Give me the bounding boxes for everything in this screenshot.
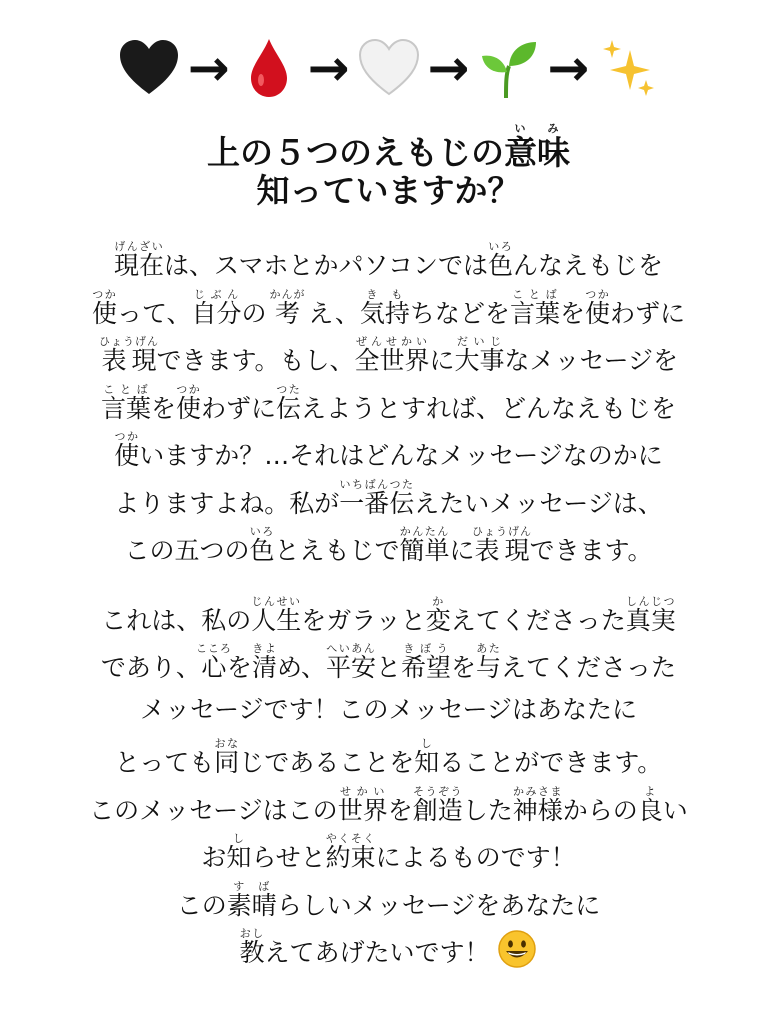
title-line: 上の５つのえもじの意味いみ: [207, 122, 570, 172]
text-line: お知しらせと約束やくそくによるものです！: [201, 832, 576, 872]
text-line: 表現ひょうげんできます。もし、全世界ぜんせかいに大事だいじなメッセージを: [98, 335, 679, 375]
text-line: 言葉ことばを使つかわずに伝つたえようとすれば、どんなえもじを: [100, 382, 677, 423]
seedling-icon: [475, 33, 541, 103]
blood-drop-icon: [236, 33, 302, 103]
white-heart-icon: [356, 33, 422, 103]
sparkles-icon: [595, 33, 661, 103]
grinning-face-icon: [497, 938, 537, 967]
text-line: 現在げんざいは、スマホとかパソコンでは色いろんなえもじを: [113, 240, 664, 280]
text-line: メッセージです！このメッセージはあなたに: [139, 694, 637, 724]
text-line: 使つかいますか？…それはどんなメッセージなのかに: [114, 430, 663, 470]
arrow-right-icon: →: [427, 39, 470, 97]
text-line: この素晴すばらしいメッセージをあなたに: [176, 879, 601, 920]
text-line: このメッセージはこの世界せかいを創造そうぞうした神様かみさまからの良よい: [89, 784, 688, 825]
arrow-right-icon: →: [547, 39, 590, 97]
text-line: これは、私の人生じんせいをガラッと変かえてくださった真実しんじつ: [101, 594, 676, 635]
black-heart-icon: [116, 33, 182, 103]
text-line: 使つかって、自分じぶんの 考かんが え、気持きもちなどを言葉ことばを使つかわずに: [91, 287, 685, 328]
title: [0, 122, 777, 226]
body-text: [0, 240, 777, 975]
paragraph-gap: [0, 573, 777, 595]
text-line: よりますよね。私が一番伝いちばんつたえたいメッセージは、: [114, 477, 663, 518]
text-line: とっても同おなじであることを知しることができます。: [114, 737, 663, 777]
arrow-right-icon: →: [187, 39, 230, 97]
arrow-right-icon: →: [307, 39, 350, 97]
title-line: 知っていますか？: [256, 171, 521, 210]
text-line: 教おしえてあげたいです！: [0, 927, 777, 975]
emoji-sequence: [0, 28, 777, 108]
text-line: この五つの色いろとえもじで簡単かんたんに表現ひょうげんできます。: [124, 525, 653, 565]
text-line: であり、心こころを清きよめ、平安へいあんと希望きぼうを与あたえてくださった: [100, 642, 677, 682]
